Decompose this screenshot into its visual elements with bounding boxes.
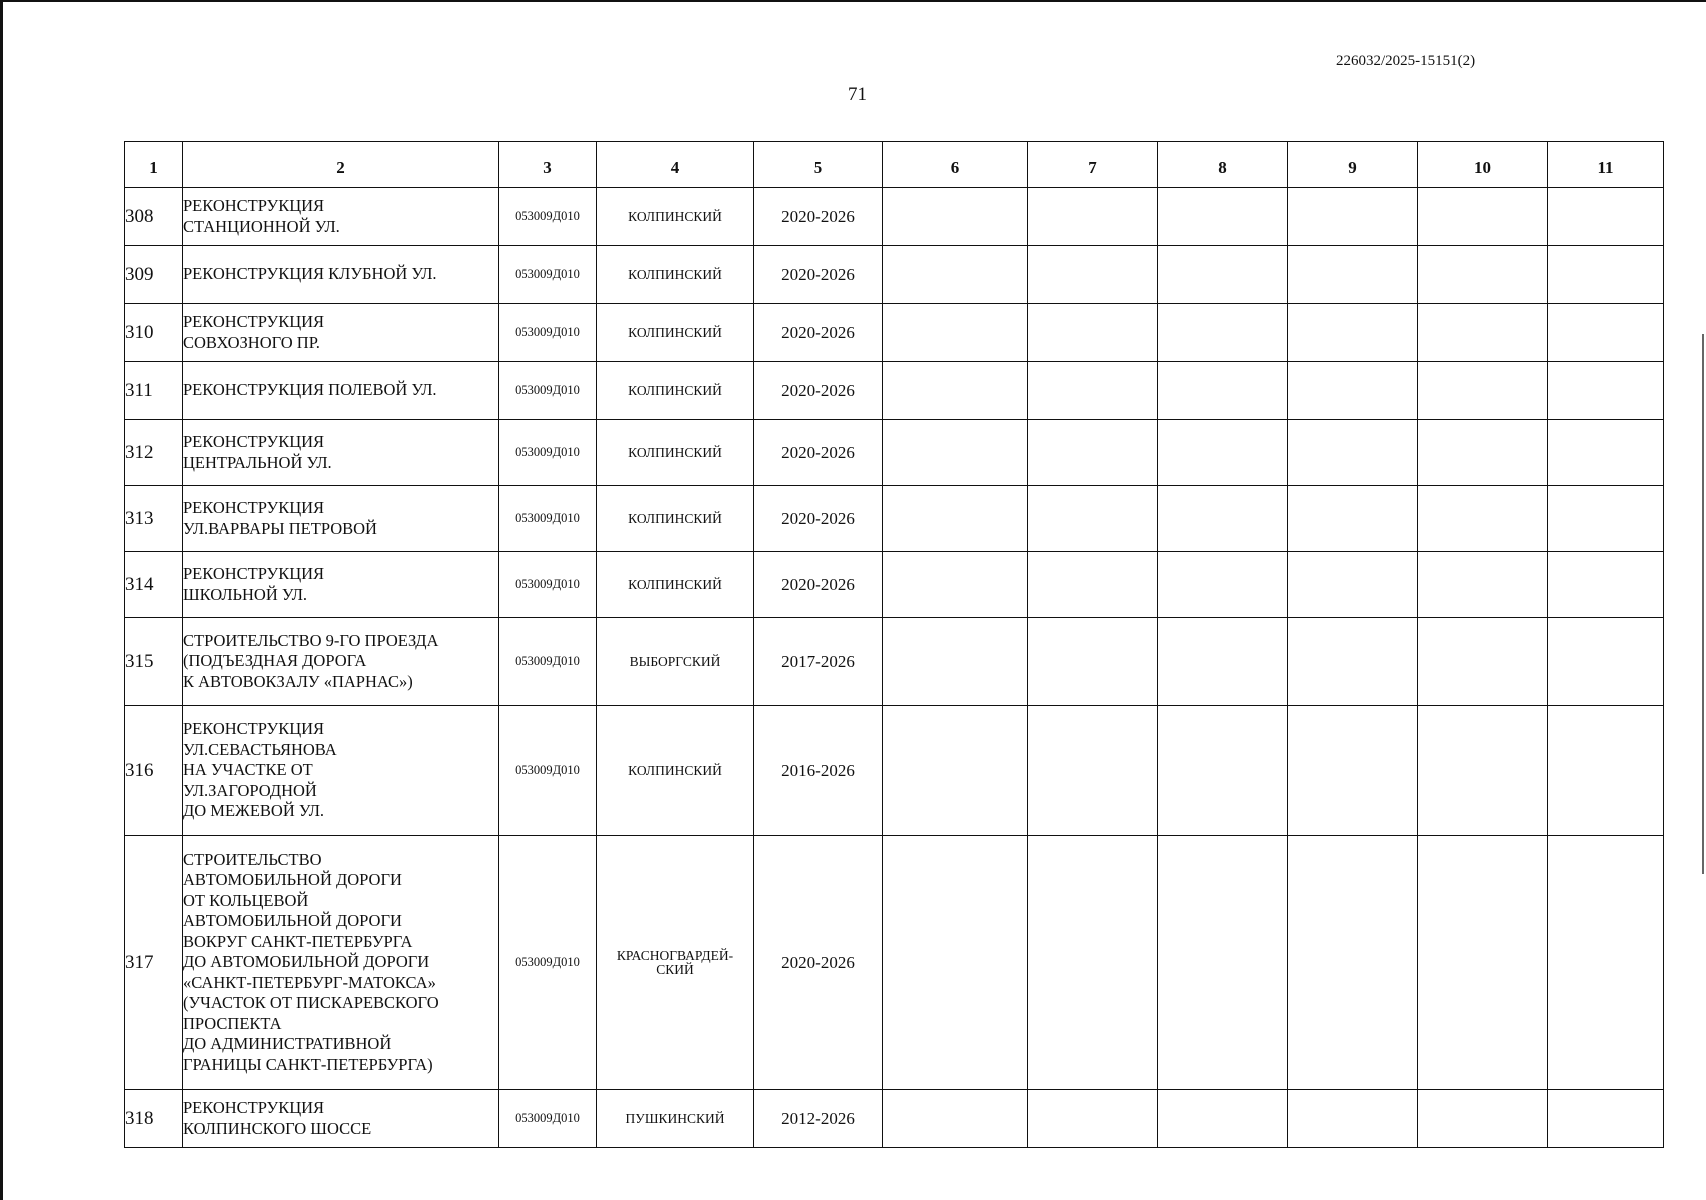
row-number: 313 bbox=[125, 486, 183, 552]
empty-cell-col-6 bbox=[883, 1090, 1028, 1148]
empty-cell-col-11 bbox=[1548, 362, 1664, 420]
page-frame-top bbox=[0, 0, 1706, 2]
table-row bbox=[125, 362, 1664, 420]
object-name: РЕКОНСТРУКЦИЯ КОЛПИНСКОГО ШОССЕ bbox=[183, 1090, 499, 1148]
column-header-1: 1 bbox=[125, 142, 183, 188]
district-name: КОЛПИНСКИЙ bbox=[597, 188, 754, 246]
empty-cell-col-8 bbox=[1158, 618, 1288, 706]
empty-cell-col-6 bbox=[883, 836, 1028, 1090]
empty-cell-col-6 bbox=[883, 362, 1028, 420]
empty-cell-col-10 bbox=[1418, 246, 1548, 304]
empty-cell-col-6 bbox=[883, 618, 1028, 706]
period-years: 2020-2026 bbox=[754, 188, 883, 246]
empty-cell-col-7 bbox=[1028, 706, 1158, 836]
district-name: ВЫБОРГСКИЙ bbox=[597, 618, 754, 706]
period-years: 2016-2026 bbox=[754, 706, 883, 836]
empty-cell-col-9 bbox=[1288, 836, 1418, 1090]
row-number: 317 bbox=[125, 836, 183, 1090]
district-name: КОЛПИНСКИЙ bbox=[597, 486, 754, 552]
budget-code: 053009Д010 bbox=[499, 486, 597, 552]
empty-cell-col-7 bbox=[1028, 246, 1158, 304]
budget-code: 053009Д010 bbox=[499, 836, 597, 1090]
row-number: 315 bbox=[125, 618, 183, 706]
empty-cell-col-7 bbox=[1028, 188, 1158, 246]
object-name: СТРОИТЕЛЬСТВО АВТОМОБИЛЬНОЙ ДОРОГИ ОТ КОЛЬЦЕВОЙ АВТОМОБИЛЬНОЙ ДОРОГИ ВОКРУГ САНКТ-ПЕТЕРБУРГА ДО АВТОМОБИЛЬНОЙ ДОРОГИ «САНКТ-ПЕТЕРБУРГ-МАТОКСА» (УЧАСТОК ОТ ПИСКАРЕВСКОГО ПРОСПЕКТА ДО АДМИНИСТРАТИВНОЙ ГРАНИЦЫ САНКТ-ПЕТЕРБУРГА) bbox=[183, 836, 499, 1090]
empty-cell-col-7 bbox=[1028, 420, 1158, 486]
empty-cell-col-8 bbox=[1158, 1090, 1288, 1148]
empty-cell-col-10 bbox=[1418, 420, 1548, 486]
row-number: 318 bbox=[125, 1090, 183, 1148]
empty-cell-col-8 bbox=[1158, 246, 1288, 304]
period-years: 2017-2026 bbox=[754, 618, 883, 706]
table-row bbox=[125, 188, 1664, 246]
empty-cell-col-10 bbox=[1418, 188, 1548, 246]
column-header-9: 9 bbox=[1288, 142, 1418, 188]
empty-cell-col-9 bbox=[1288, 706, 1418, 836]
empty-cell-col-11 bbox=[1548, 552, 1664, 618]
empty-cell-col-9 bbox=[1288, 188, 1418, 246]
table-row bbox=[125, 836, 1664, 1090]
district-name: КОЛПИНСКИЙ bbox=[597, 706, 754, 836]
empty-cell-col-8 bbox=[1158, 362, 1288, 420]
empty-cell-col-6 bbox=[883, 486, 1028, 552]
empty-cell-col-11 bbox=[1548, 486, 1664, 552]
district-name: КОЛПИНСКИЙ bbox=[597, 246, 754, 304]
district-name: КОЛПИНСКИЙ bbox=[597, 362, 754, 420]
object-name: СТРОИТЕЛЬСТВО 9-ГО ПРОЕЗДА (ПОДЪЕЗДНАЯ ДОРОГА К АВТОВОКЗАЛУ «ПАРНАС») bbox=[183, 618, 499, 706]
column-header-11: 11 bbox=[1548, 142, 1664, 188]
table-row bbox=[125, 552, 1664, 618]
district-name: КРАСНОГВАРДЕЙ- СКИЙ bbox=[597, 836, 754, 1090]
empty-cell-col-11 bbox=[1548, 304, 1664, 362]
empty-cell-col-9 bbox=[1288, 420, 1418, 486]
period-years: 2020-2026 bbox=[754, 246, 883, 304]
empty-cell-col-8 bbox=[1158, 836, 1288, 1090]
empty-cell-col-8 bbox=[1158, 420, 1288, 486]
district-name: КОЛПИНСКИЙ bbox=[597, 304, 754, 362]
object-name: РЕКОНСТРУКЦИЯ СОВХОЗНОГО ПР. bbox=[183, 304, 499, 362]
empty-cell-col-10 bbox=[1418, 836, 1548, 1090]
empty-cell-col-9 bbox=[1288, 618, 1418, 706]
empty-cell-col-7 bbox=[1028, 486, 1158, 552]
empty-cell-col-10 bbox=[1418, 1090, 1548, 1148]
empty-cell-col-9 bbox=[1288, 486, 1418, 552]
period-years: 2020-2026 bbox=[754, 552, 883, 618]
column-header-3: 3 bbox=[499, 142, 597, 188]
empty-cell-col-9 bbox=[1288, 552, 1418, 618]
district-name: КОЛПИНСКИЙ bbox=[597, 552, 754, 618]
empty-cell-col-10 bbox=[1418, 362, 1548, 420]
column-header-4: 4 bbox=[597, 142, 754, 188]
table-header-row bbox=[125, 142, 1664, 188]
budget-code: 053009Д010 bbox=[499, 1090, 597, 1148]
budget-code: 053009Д010 bbox=[499, 552, 597, 618]
empty-cell-col-8 bbox=[1158, 304, 1288, 362]
column-header-5: 5 bbox=[754, 142, 883, 188]
empty-cell-col-8 bbox=[1158, 188, 1288, 246]
empty-cell-col-8 bbox=[1158, 552, 1288, 618]
empty-cell-col-11 bbox=[1548, 188, 1664, 246]
period-years: 2020-2026 bbox=[754, 486, 883, 552]
document-number: 226032/2025-15151(2) bbox=[1336, 53, 1476, 69]
table-row bbox=[125, 706, 1664, 836]
object-name: РЕКОНСТРУКЦИЯ КЛУБНОЙ УЛ. bbox=[183, 246, 499, 304]
empty-cell-col-8 bbox=[1158, 486, 1288, 552]
empty-cell-col-6 bbox=[883, 188, 1028, 246]
empty-cell-col-10 bbox=[1418, 552, 1548, 618]
register-table bbox=[124, 141, 1664, 1148]
period-years: 2012-2026 bbox=[754, 1090, 883, 1148]
empty-cell-col-9 bbox=[1288, 362, 1418, 420]
table-row bbox=[125, 246, 1664, 304]
table-row bbox=[125, 1090, 1664, 1148]
budget-code: 053009Д010 bbox=[499, 618, 597, 706]
empty-cell-col-7 bbox=[1028, 836, 1158, 1090]
table-row bbox=[125, 420, 1664, 486]
budget-code: 053009Д010 bbox=[499, 706, 597, 836]
empty-cell-col-6 bbox=[883, 420, 1028, 486]
empty-cell-col-6 bbox=[883, 706, 1028, 836]
empty-cell-col-11 bbox=[1548, 246, 1664, 304]
row-number: 310 bbox=[125, 304, 183, 362]
period-years: 2020-2026 bbox=[754, 420, 883, 486]
empty-cell-col-10 bbox=[1418, 618, 1548, 706]
object-name: РЕКОНСТРУКЦИЯ УЛ.ВАРВАРЫ ПЕТРОВОЙ bbox=[183, 486, 499, 552]
empty-cell-col-8 bbox=[1158, 706, 1288, 836]
row-number: 312 bbox=[125, 420, 183, 486]
object-name: РЕКОНСТРУКЦИЯ СТАНЦИОННОЙ УЛ. bbox=[183, 188, 499, 246]
empty-cell-col-7 bbox=[1028, 1090, 1158, 1148]
empty-cell-col-9 bbox=[1288, 304, 1418, 362]
column-header-10: 10 bbox=[1418, 142, 1548, 188]
empty-cell-col-6 bbox=[883, 552, 1028, 618]
budget-code: 053009Д010 bbox=[499, 246, 597, 304]
empty-cell-col-7 bbox=[1028, 552, 1158, 618]
empty-cell-col-9 bbox=[1288, 1090, 1418, 1148]
district-name: ПУШКИНСКИЙ bbox=[597, 1090, 754, 1148]
period-years: 2020-2026 bbox=[754, 362, 883, 420]
row-number: 316 bbox=[125, 706, 183, 836]
row-number: 309 bbox=[125, 246, 183, 304]
empty-cell-col-9 bbox=[1288, 246, 1418, 304]
row-number: 308 bbox=[125, 188, 183, 246]
object-name: РЕКОНСТРУКЦИЯ УЛ.СЕВАСТЬЯНОВА НА УЧАСТКЕ ОТ УЛ.ЗАГОРОДНОЙ ДО МЕЖЕВОЙ УЛ. bbox=[183, 706, 499, 836]
page-number: 71 bbox=[848, 84, 867, 105]
period-years: 2020-2026 bbox=[754, 836, 883, 1090]
table-body bbox=[125, 188, 1664, 1148]
object-name: РЕКОНСТРУКЦИЯ ЦЕНТРАЛЬНОЙ УЛ. bbox=[183, 420, 499, 486]
table-row bbox=[125, 618, 1664, 706]
page-frame-right bbox=[1702, 334, 1704, 874]
row-number: 311 bbox=[125, 362, 183, 420]
empty-cell-col-11 bbox=[1548, 420, 1664, 486]
empty-cell-col-6 bbox=[883, 304, 1028, 362]
budget-code: 053009Д010 bbox=[499, 304, 597, 362]
budget-code: 053009Д010 bbox=[499, 420, 597, 486]
district-name: КОЛПИНСКИЙ bbox=[597, 420, 754, 486]
page-frame-left bbox=[0, 0, 3, 1200]
budget-code: 053009Д010 bbox=[499, 362, 597, 420]
empty-cell-col-10 bbox=[1418, 304, 1548, 362]
object-name: РЕКОНСТРУКЦИЯ ШКОЛЬНОЙ УЛ. bbox=[183, 552, 499, 618]
table-row bbox=[125, 304, 1664, 362]
column-header-7: 7 bbox=[1028, 142, 1158, 188]
empty-cell-col-11 bbox=[1548, 836, 1664, 1090]
column-header-6: 6 bbox=[883, 142, 1028, 188]
empty-cell-col-7 bbox=[1028, 362, 1158, 420]
empty-cell-col-10 bbox=[1418, 486, 1548, 552]
budget-code: 053009Д010 bbox=[499, 188, 597, 246]
table-row bbox=[125, 486, 1664, 552]
empty-cell-col-7 bbox=[1028, 618, 1158, 706]
empty-cell-col-6 bbox=[883, 246, 1028, 304]
empty-cell-col-11 bbox=[1548, 1090, 1664, 1148]
empty-cell-col-7 bbox=[1028, 304, 1158, 362]
period-years: 2020-2026 bbox=[754, 304, 883, 362]
row-number: 314 bbox=[125, 552, 183, 618]
column-header-8: 8 bbox=[1158, 142, 1288, 188]
column-header-2: 2 bbox=[183, 142, 499, 188]
empty-cell-col-11 bbox=[1548, 706, 1664, 836]
empty-cell-col-10 bbox=[1418, 706, 1548, 836]
object-name: РЕКОНСТРУКЦИЯ ПОЛЕВОЙ УЛ. bbox=[183, 362, 499, 420]
empty-cell-col-11 bbox=[1548, 618, 1664, 706]
